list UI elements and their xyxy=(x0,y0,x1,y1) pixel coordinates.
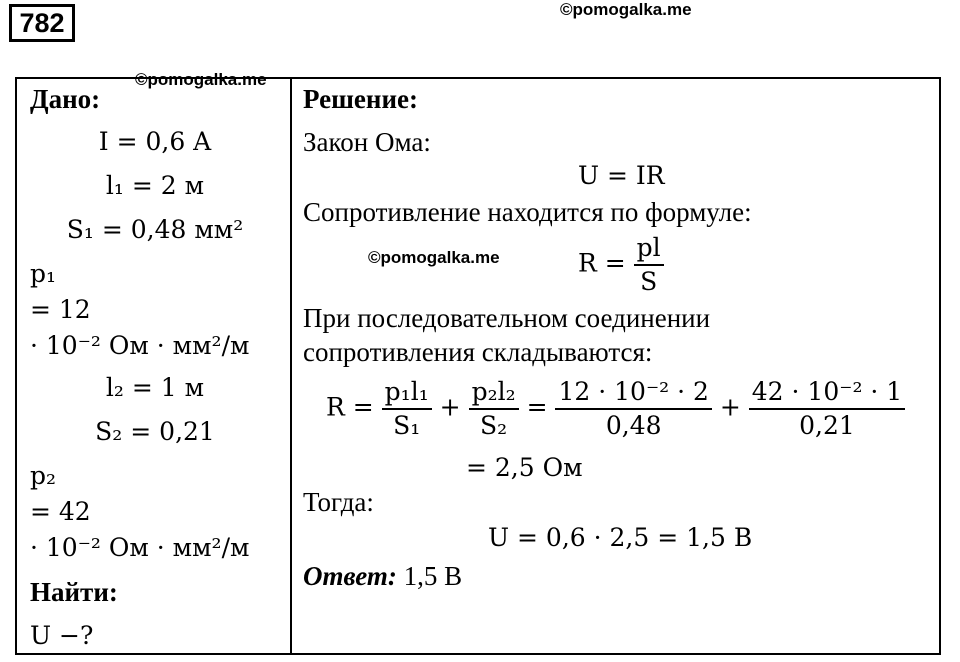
given-heading: Дано: xyxy=(30,84,101,114)
given-current: I = 0,6 A xyxy=(98,127,212,156)
problem-number: 782 xyxy=(9,4,75,42)
column-divider xyxy=(290,77,292,655)
ohm-law-formula: U = IR xyxy=(578,161,665,190)
sum-formula-lhs: R = xyxy=(326,392,374,422)
resistance-formula-lhs: R = xyxy=(578,248,626,278)
resistance-fraction-denominator: S xyxy=(640,267,658,296)
sum-fraction-3 xyxy=(555,376,711,442)
sum-fraction-1 xyxy=(382,376,432,442)
answer-value: 1,5 В xyxy=(403,561,463,591)
sum-fraction-4 xyxy=(749,376,905,442)
answer-line xyxy=(303,560,462,592)
given-length-1: l₁ = 2 м xyxy=(105,171,205,200)
sum-fraction-1-denominator: S₁ xyxy=(393,411,421,440)
final-formula: U = 0,6 · 2,5 = 1,5 В xyxy=(488,523,753,552)
given-resistivity-2-unit: · 10⁻² Ом · мм²/м xyxy=(30,533,250,562)
find-heading: Найти: xyxy=(30,577,118,607)
watermark: ©pomogalka.me xyxy=(368,248,500,267)
given-area-2: S₂ = 0,21 xyxy=(95,417,215,446)
resistance-text: Сопротивление находится по формуле: xyxy=(303,197,752,227)
given-length-2: l₂ = 1 м xyxy=(105,373,205,402)
plus-sign: + xyxy=(439,392,461,422)
watermark: ©pomogalka.me xyxy=(560,0,692,19)
given-area-1: S₁ = 0,48 мм² xyxy=(66,215,244,244)
plus-sign: + xyxy=(719,392,741,422)
series-sum-formula xyxy=(326,376,905,442)
series-text-line-1: При последовательном соединении xyxy=(303,303,711,333)
solution-heading: Решение: xyxy=(303,84,418,114)
find-value: U −? xyxy=(30,621,94,650)
sum-fraction-3-numerator: 12 · 10⁻² · 2 xyxy=(555,376,711,410)
given-resistivity-1-unit: · 10⁻² Ом · мм²/м xyxy=(30,331,250,360)
series-text-line-2: сопротивления складываются: xyxy=(303,337,653,367)
answer-label: Ответ: xyxy=(303,561,397,591)
given-resistivity-1-symbol: p₁ xyxy=(30,259,57,288)
given-resistivity-1-value: = 12 xyxy=(30,295,91,324)
ohm-law-label: Закон Ома: xyxy=(303,127,431,157)
equals-sign: = xyxy=(526,392,548,422)
sum-fraction-2-numerator: p₂l₂ xyxy=(469,376,519,410)
given-resistivity-2-symbol: p₂ xyxy=(30,461,57,490)
sum-fraction-4-numerator: 42 · 10⁻² · 1 xyxy=(749,376,905,410)
watermark: ©pomogalka.me xyxy=(135,70,267,89)
sum-fraction-2-denominator: S₂ xyxy=(480,411,508,440)
series-sum-result: = 2,5 Ом xyxy=(466,453,583,482)
given-resistivity-2-value: = 42 xyxy=(30,497,91,526)
resistance-fraction-numerator: pl xyxy=(634,232,664,266)
sum-fraction-4-denominator: 0,21 xyxy=(799,411,855,440)
resistance-fraction xyxy=(634,232,664,298)
sum-fraction-1-numerator: p₁l₁ xyxy=(382,376,432,410)
sum-fraction-2 xyxy=(469,376,519,442)
sum-fraction-3-denominator: 0,48 xyxy=(605,411,662,440)
resistance-formula xyxy=(578,232,664,298)
then-label: Тогда: xyxy=(303,487,374,517)
